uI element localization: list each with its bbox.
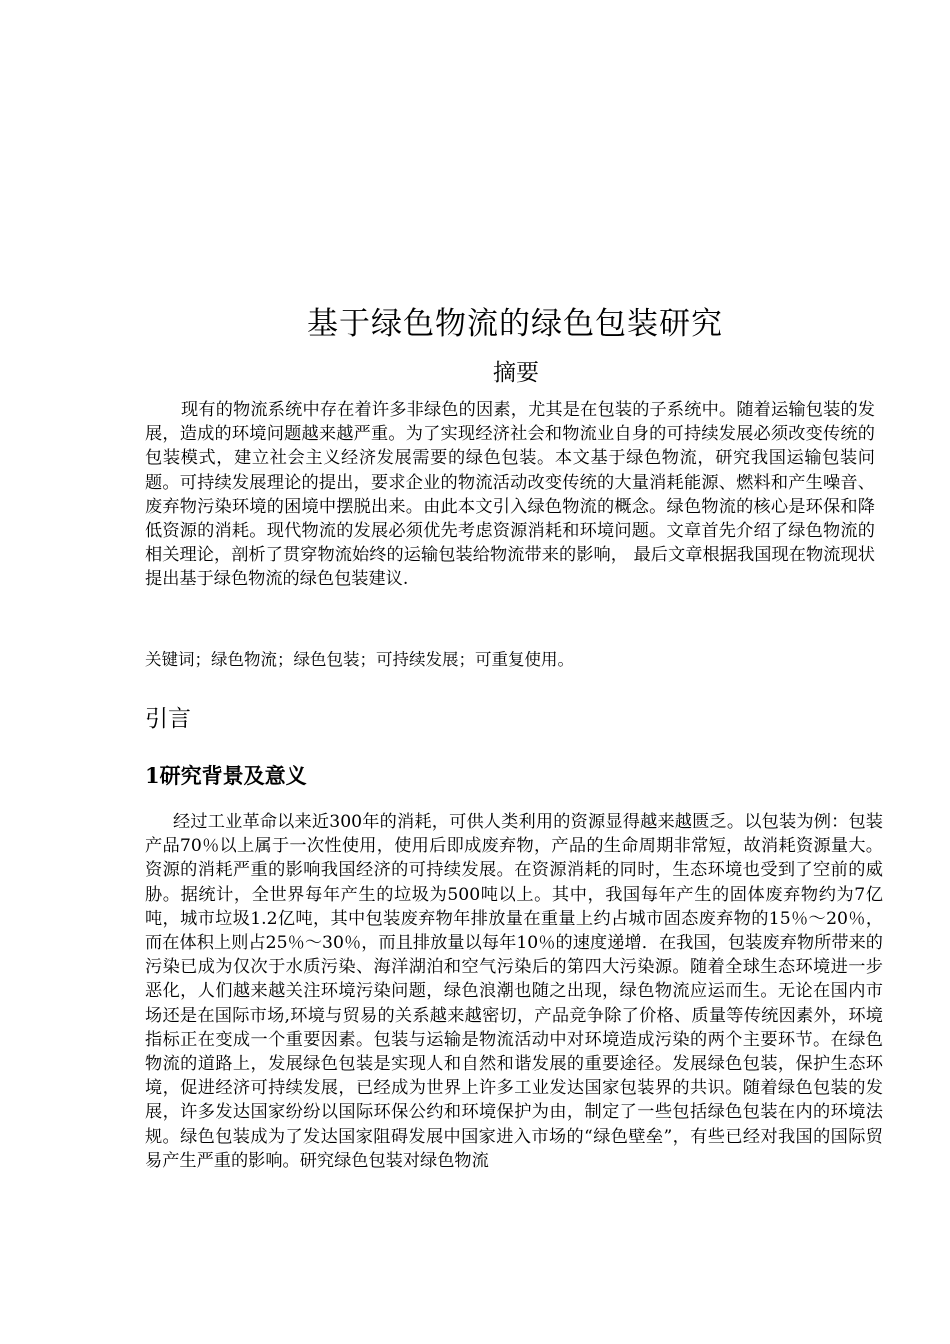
keywords-line <box>145 648 875 672</box>
abstract-heading: 摘要 <box>493 360 539 386</box>
document-title: 基于绿色物流的绿色包装研究 <box>307 306 723 342</box>
section-heading: 1研究背景及意义 <box>145 763 307 788</box>
body-paragraph: 经过工业革命以来近300年的消耗，可供人类利用的资源显得越来越匮乏。以包装为例：包装产品70％以上属于一次性使用，使用后即成废弃物，产品的生命周期非常短，故消耗资源量大。资源的消耗严重的影响我国经济的可持续发展。在资源消耗的同时，生态环境也受到了空前的威胁。据统计，全世界每年产生的垃圾为500吨以上。其中，我国每年产生的固体废弃物约为7亿吨，城市垃圾1.2亿吨，其中包装废弃物年排放量在重量上约占城市固态废弃物的15％～20％，而在体积上则占25％～30％，而且排放量以每年10％的速度递增．在我国，包装废弃物所带来的污染已成为仅次于水质污染、海洋湖泊和空气污染后的第四大污染源。随着全球生态环境进一步恶化，人们越来越关注环境污染问题，绿色浪潮也随之出现，绿色物流应运而生。无论在国内市场还是在国际市场,环境与贸易的关系越来越密切，产品竞争除了价格、质量等传统因素外，环境指标正在变成一个重要因素。包装与运输是物流活动中对环境造成污染的两个主要环节。在绿色物流的道路上，发展绿色包装是实现人和自然和谐发展的重要途径。发展绿色包装，保护生态环境，促进经济可持续发展，已经成为世界上许多工业发达国家包装界的共识。随着绿色包装的发展，许多发达国家纷纷以国际环保公约和环境保护为由，制定了一些包括绿色包装在内的环境法规。绿色包装成为了发达国家阻碍发展中国家进入市场的“绿色壁垒”，有些已经对我国的国际贸易产生严重的影响。研究绿色包装对绿色物流 <box>145 812 884 1171</box>
abstract-paragraph: 现有的物流系统中存在着许多非绿色的因素，尤其是在包装的子系统中。随着运输包装的发展，造成的环境问题越来越严重。为了实现经济社会和物流业自身的可持续发展必须改变传统的包装模式，建立社会主义经济发展需要的绿色包装。本文基于绿色物流，研究我国运输包装问题。可持续发展理论的提出，要求企业的物流活动改变传统的大量消耗能源、燃料和产生噪音、废弃物污染环境的困境中摆脱出来。由此本文引入绿色物流的概念。绿色物流的核心是环保和降低资源的消耗。现代物流的发展必须优先考虑资源消耗和环境问题。文章首先介绍了绿色物流的相关理论，剖析了贯穿物流始终的运输包装给物流带来的影响， 最后文章根据我国现在物流现状提出基于绿色物流的绿色包装建议. <box>145 400 875 590</box>
keywords-label: 关键词 <box>145 650 195 669</box>
introduction-heading: 引言 <box>145 706 191 732</box>
keywords-text: ；绿色物流；绿色包装；可持续发展；可重复使用。 <box>194 650 574 669</box>
